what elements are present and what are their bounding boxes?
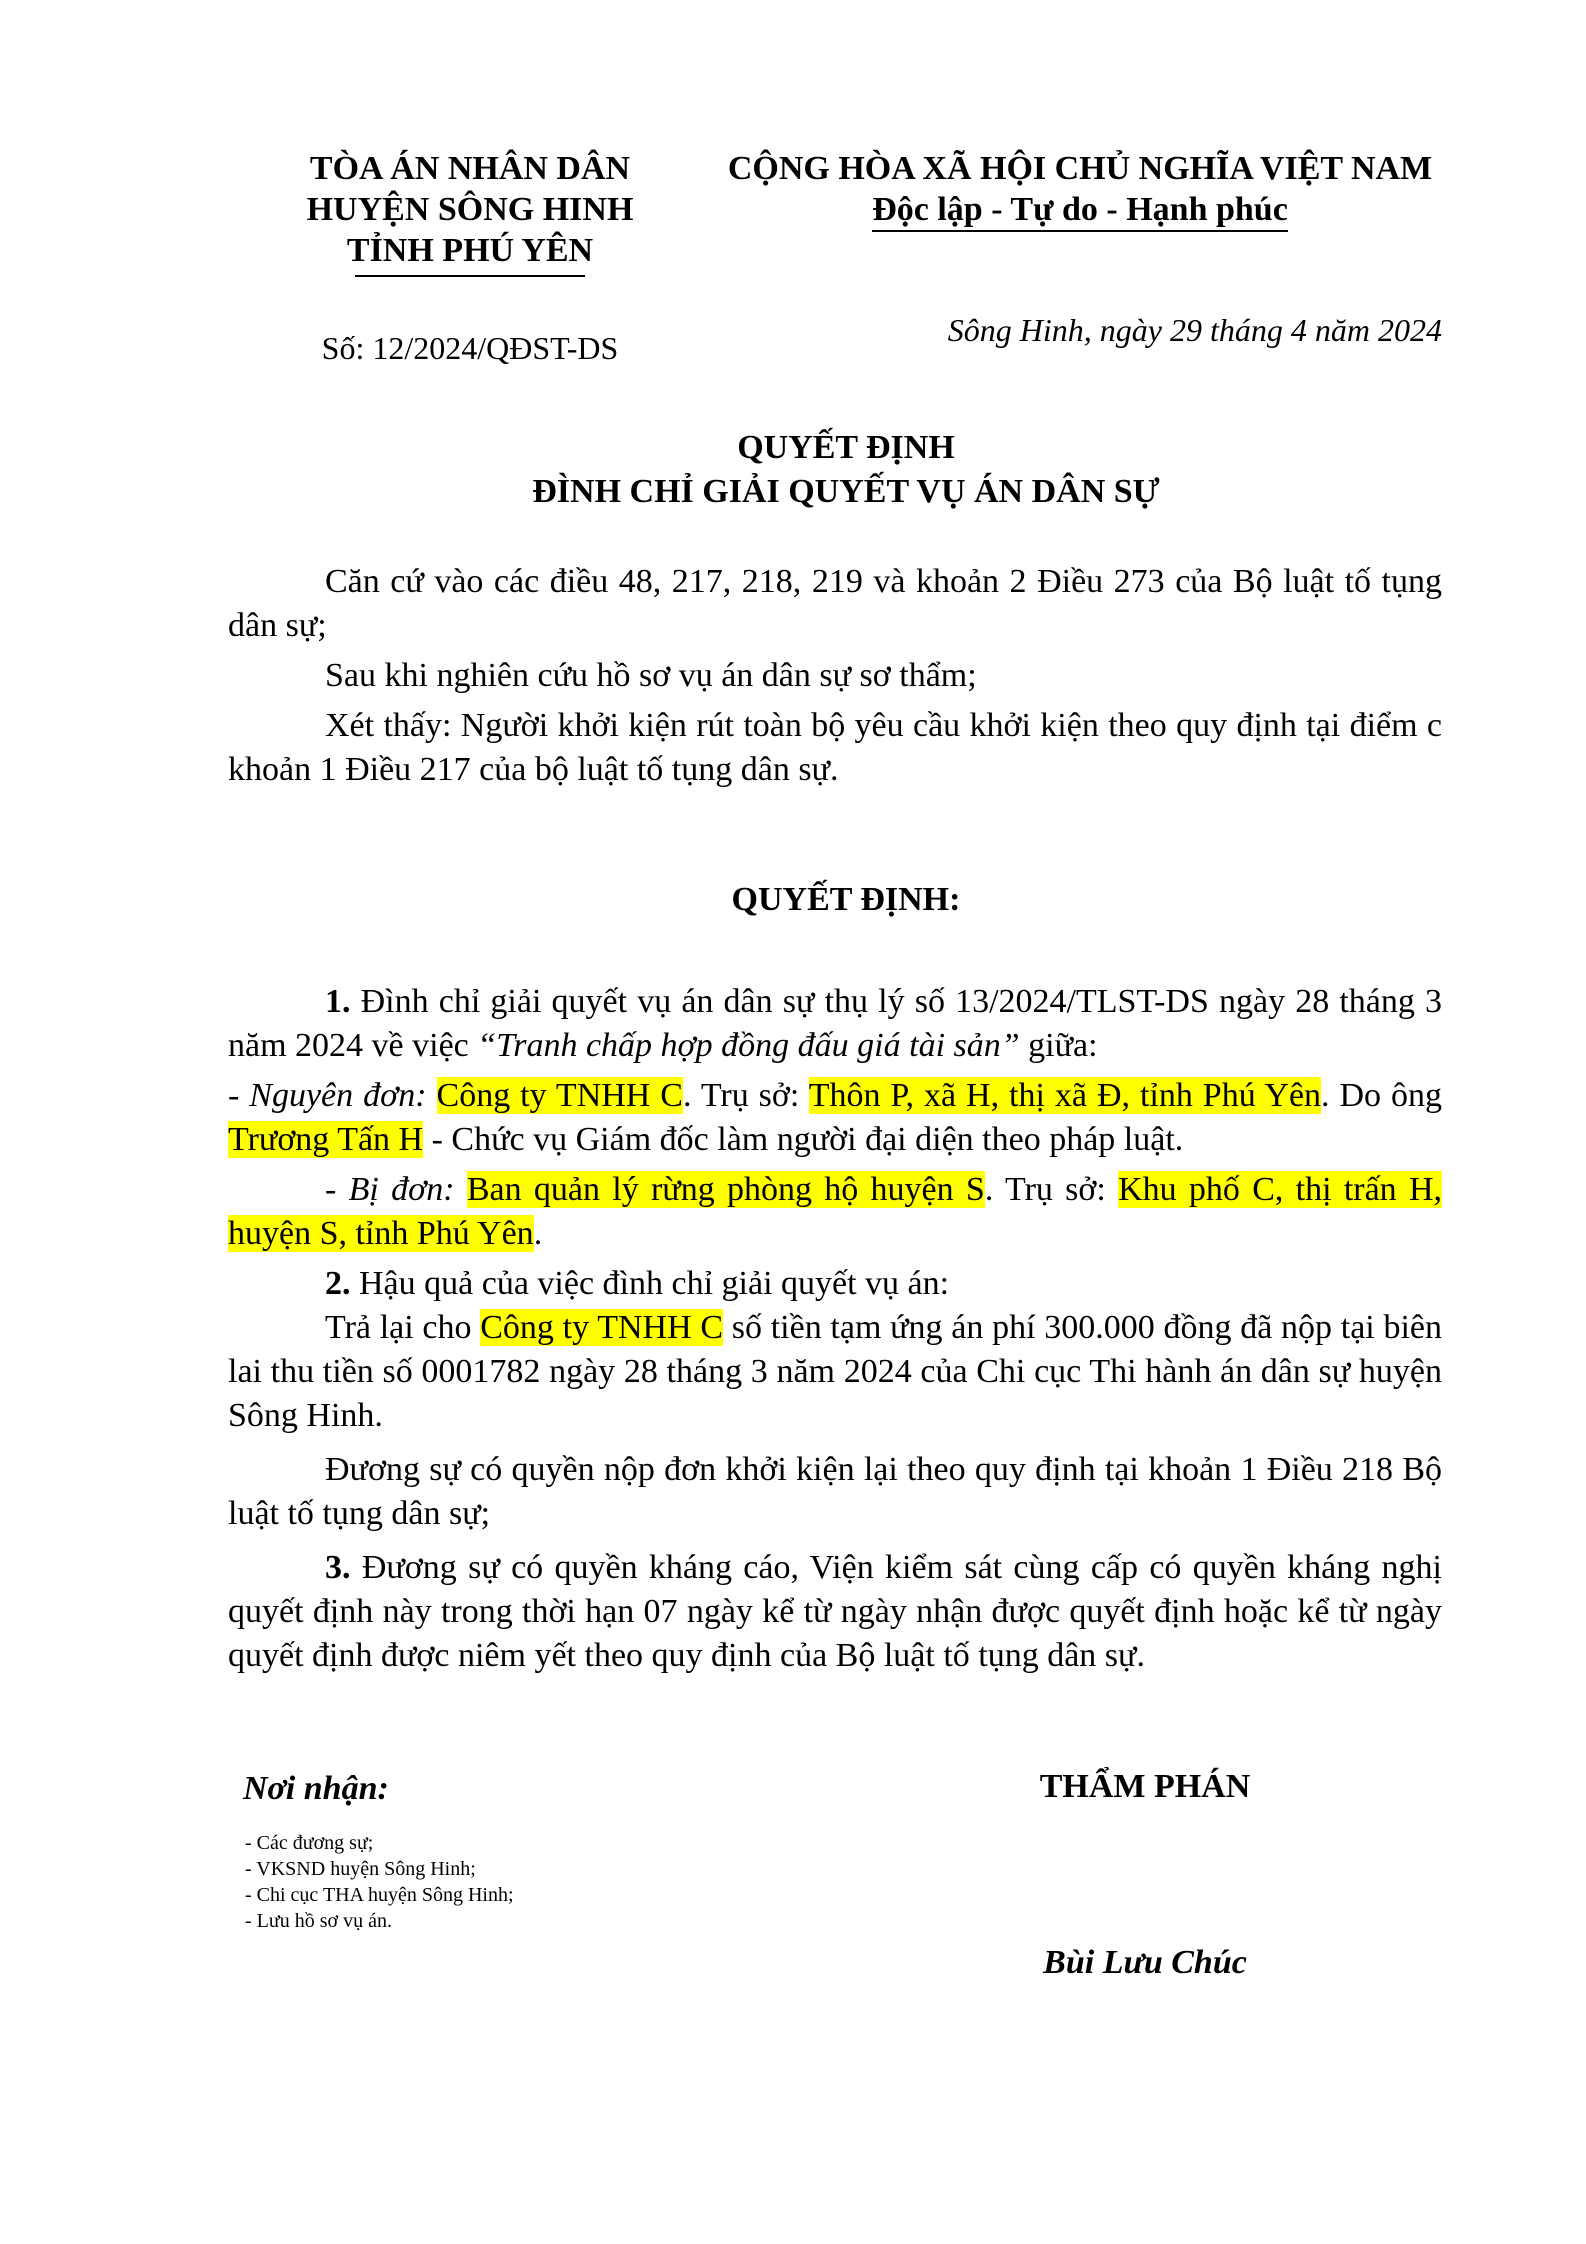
national-title-block: [700, 148, 1460, 230]
court-name-line1: TÒA ÁN NHÂN DÂN: [309, 150, 631, 187]
defendant-mid: . Trụ sở:: [984, 1171, 1119, 1208]
national-motto-text: Độc lập - Tự do - Hạnh phúc: [872, 191, 1288, 232]
defendant-line: [228, 1168, 1442, 1256]
court-name-block: [250, 148, 690, 271]
court-name-underline: [355, 275, 585, 277]
court-name-line2: HUYỆN SÔNG HINH: [306, 191, 634, 228]
recipient-item: - Chi cục THA huyện Sông Hinh;: [245, 1884, 514, 1906]
item-1-text-end: giữa:: [1019, 1027, 1098, 1064]
document-title-line2: ĐÌNH CHỈ GIẢI QUYẾT VỤ ÁN DÂN SỰ: [532, 473, 1160, 510]
defendant-dash: -: [325, 1171, 349, 1208]
refund-company: Công ty TNHH C: [480, 1309, 724, 1346]
signer-name: Bùi Lưu Chúc: [1043, 1944, 1247, 1981]
decision-heading: QUYẾT ĐỊNH:: [731, 881, 961, 918]
finding-statement: Xét thấy: Người khởi kiện rút toàn bộ yêu cầu khởi kiện theo quy định tại điểm c khoản 1 Điều 217 của bộ luật tố tụng dân sự.: [228, 707, 1442, 788]
item-1-number: 1.: [325, 983, 351, 1020]
plaintiff-representative: Trương Tấn H: [228, 1121, 424, 1158]
defendant-address: Khu phố C, thị trấn H, huyện S, tỉnh Phú Yên: [228, 1171, 1443, 1252]
item-1: [228, 980, 1442, 1068]
legal-basis: Căn cứ vào các điều 48, 217, 218, 219 và khoản 2 Điều 273 của Bộ luật tố tụng dân sự;: [228, 563, 1442, 644]
plaintiff-name: Công ty TNHH C: [436, 1077, 683, 1114]
item-1-text: Đình chỉ giải quyết vụ án dân sự thụ lý số 13/2024/TLST-DS ngày 28 tháng 3 năm 2024 về việc: [228, 983, 1442, 1064]
plaintiff-mid: . Trụ sở:: [683, 1077, 809, 1114]
item-2: [228, 1262, 1442, 1306]
decision-body: [228, 980, 1442, 1678]
signature-title: THẨM PHÁN: [1039, 1768, 1251, 1805]
resue-right-paragraph: Đương sự có quyền nộp đơn khởi kiện lại theo quy định tại khoản 1 Điều 218 Bộ luật tố tụng dân sự;: [228, 1451, 1442, 1532]
item-2-text: Hậu quả của việc đình chỉ giải quyết vụ án:: [350, 1265, 950, 1302]
plaintiff-end: - Chức vụ Giám đốc làm người đại diện theo pháp luật.: [423, 1121, 1184, 1158]
refund-end: số tiền tạm ứng án phí 300.000 đồng đã nộp tại biên lai thu tiền số 0001782 ngày 28 tháng 3 năm 2024 của Chi cục Thi hành án dân sự huyện Sông Hinh.: [228, 1309, 1442, 1434]
defendant-space: [455, 1171, 467, 1208]
item-3-text: Đương sự có quyền kháng cáo, Viện kiểm sát cùng cấp có quyền kháng nghị quyết định này trong thời hạn 07 ngày kể từ ngày nhận được quyết định hoặc kể từ ngày quyết định được niêm yết theo quy định của Bộ luật tố tụng dân sự.: [228, 1549, 1442, 1674]
national-title: CỘNG HÒA XÃ HỘI CHỦ NGHĨA VIỆT NAM: [727, 150, 1433, 187]
plaintiff-label: Nguyên đơn:: [249, 1077, 427, 1114]
defendant-name: Ban quản lý rừng phòng hộ huyện S: [466, 1171, 985, 1208]
item-3: [228, 1546, 1442, 1678]
document-title: [250, 426, 1442, 514]
document-title-line1: QUYẾT ĐỊNH: [737, 429, 955, 466]
defendant-end: .: [533, 1215, 543, 1252]
recipient-item: - VKSND huyện Sông Hinh;: [245, 1858, 476, 1880]
review-statement: Sau khi nghiên cứu hồ sơ vụ án dân sự sơ thẩm;: [325, 657, 977, 694]
item-2-number: 2.: [325, 1265, 351, 1302]
court-name-line3: TỈNH PHÚ YÊN: [346, 232, 594, 269]
item-3-number: 3.: [325, 1549, 351, 1586]
national-motto: [700, 189, 1460, 230]
recipients-list: [245, 1830, 514, 1934]
defendant-label: Bị đơn:: [348, 1171, 455, 1208]
plaintiff-space: [427, 1077, 437, 1114]
decision-date: Sông Hinh, ngày 29 tháng 4 năm 2024: [947, 312, 1442, 348]
recipients-title: Nơi nhận:: [243, 1770, 389, 1807]
decision-number: Số: 12/2024/QĐST-DS: [321, 330, 619, 366]
recipient-item: - Lưu hồ sơ vụ án.: [245, 1910, 392, 1932]
plaintiff-address: Thôn P, xã H, thị xã Đ, tỉnh Phú Yên: [808, 1077, 1322, 1114]
recipient-item: - Các đương sự;: [245, 1832, 374, 1854]
refund-start: Trả lại cho: [325, 1309, 481, 1346]
plaintiff-line: [228, 1074, 1442, 1162]
plaintiff-mid2: . Do ông: [1321, 1077, 1443, 1114]
plaintiff-dash: -: [228, 1077, 250, 1114]
preamble: [228, 560, 1442, 792]
refund-paragraph: [228, 1306, 1442, 1438]
case-name: “Tranh chấp hợp đồng đấu giá tài sản”: [477, 1027, 1020, 1064]
